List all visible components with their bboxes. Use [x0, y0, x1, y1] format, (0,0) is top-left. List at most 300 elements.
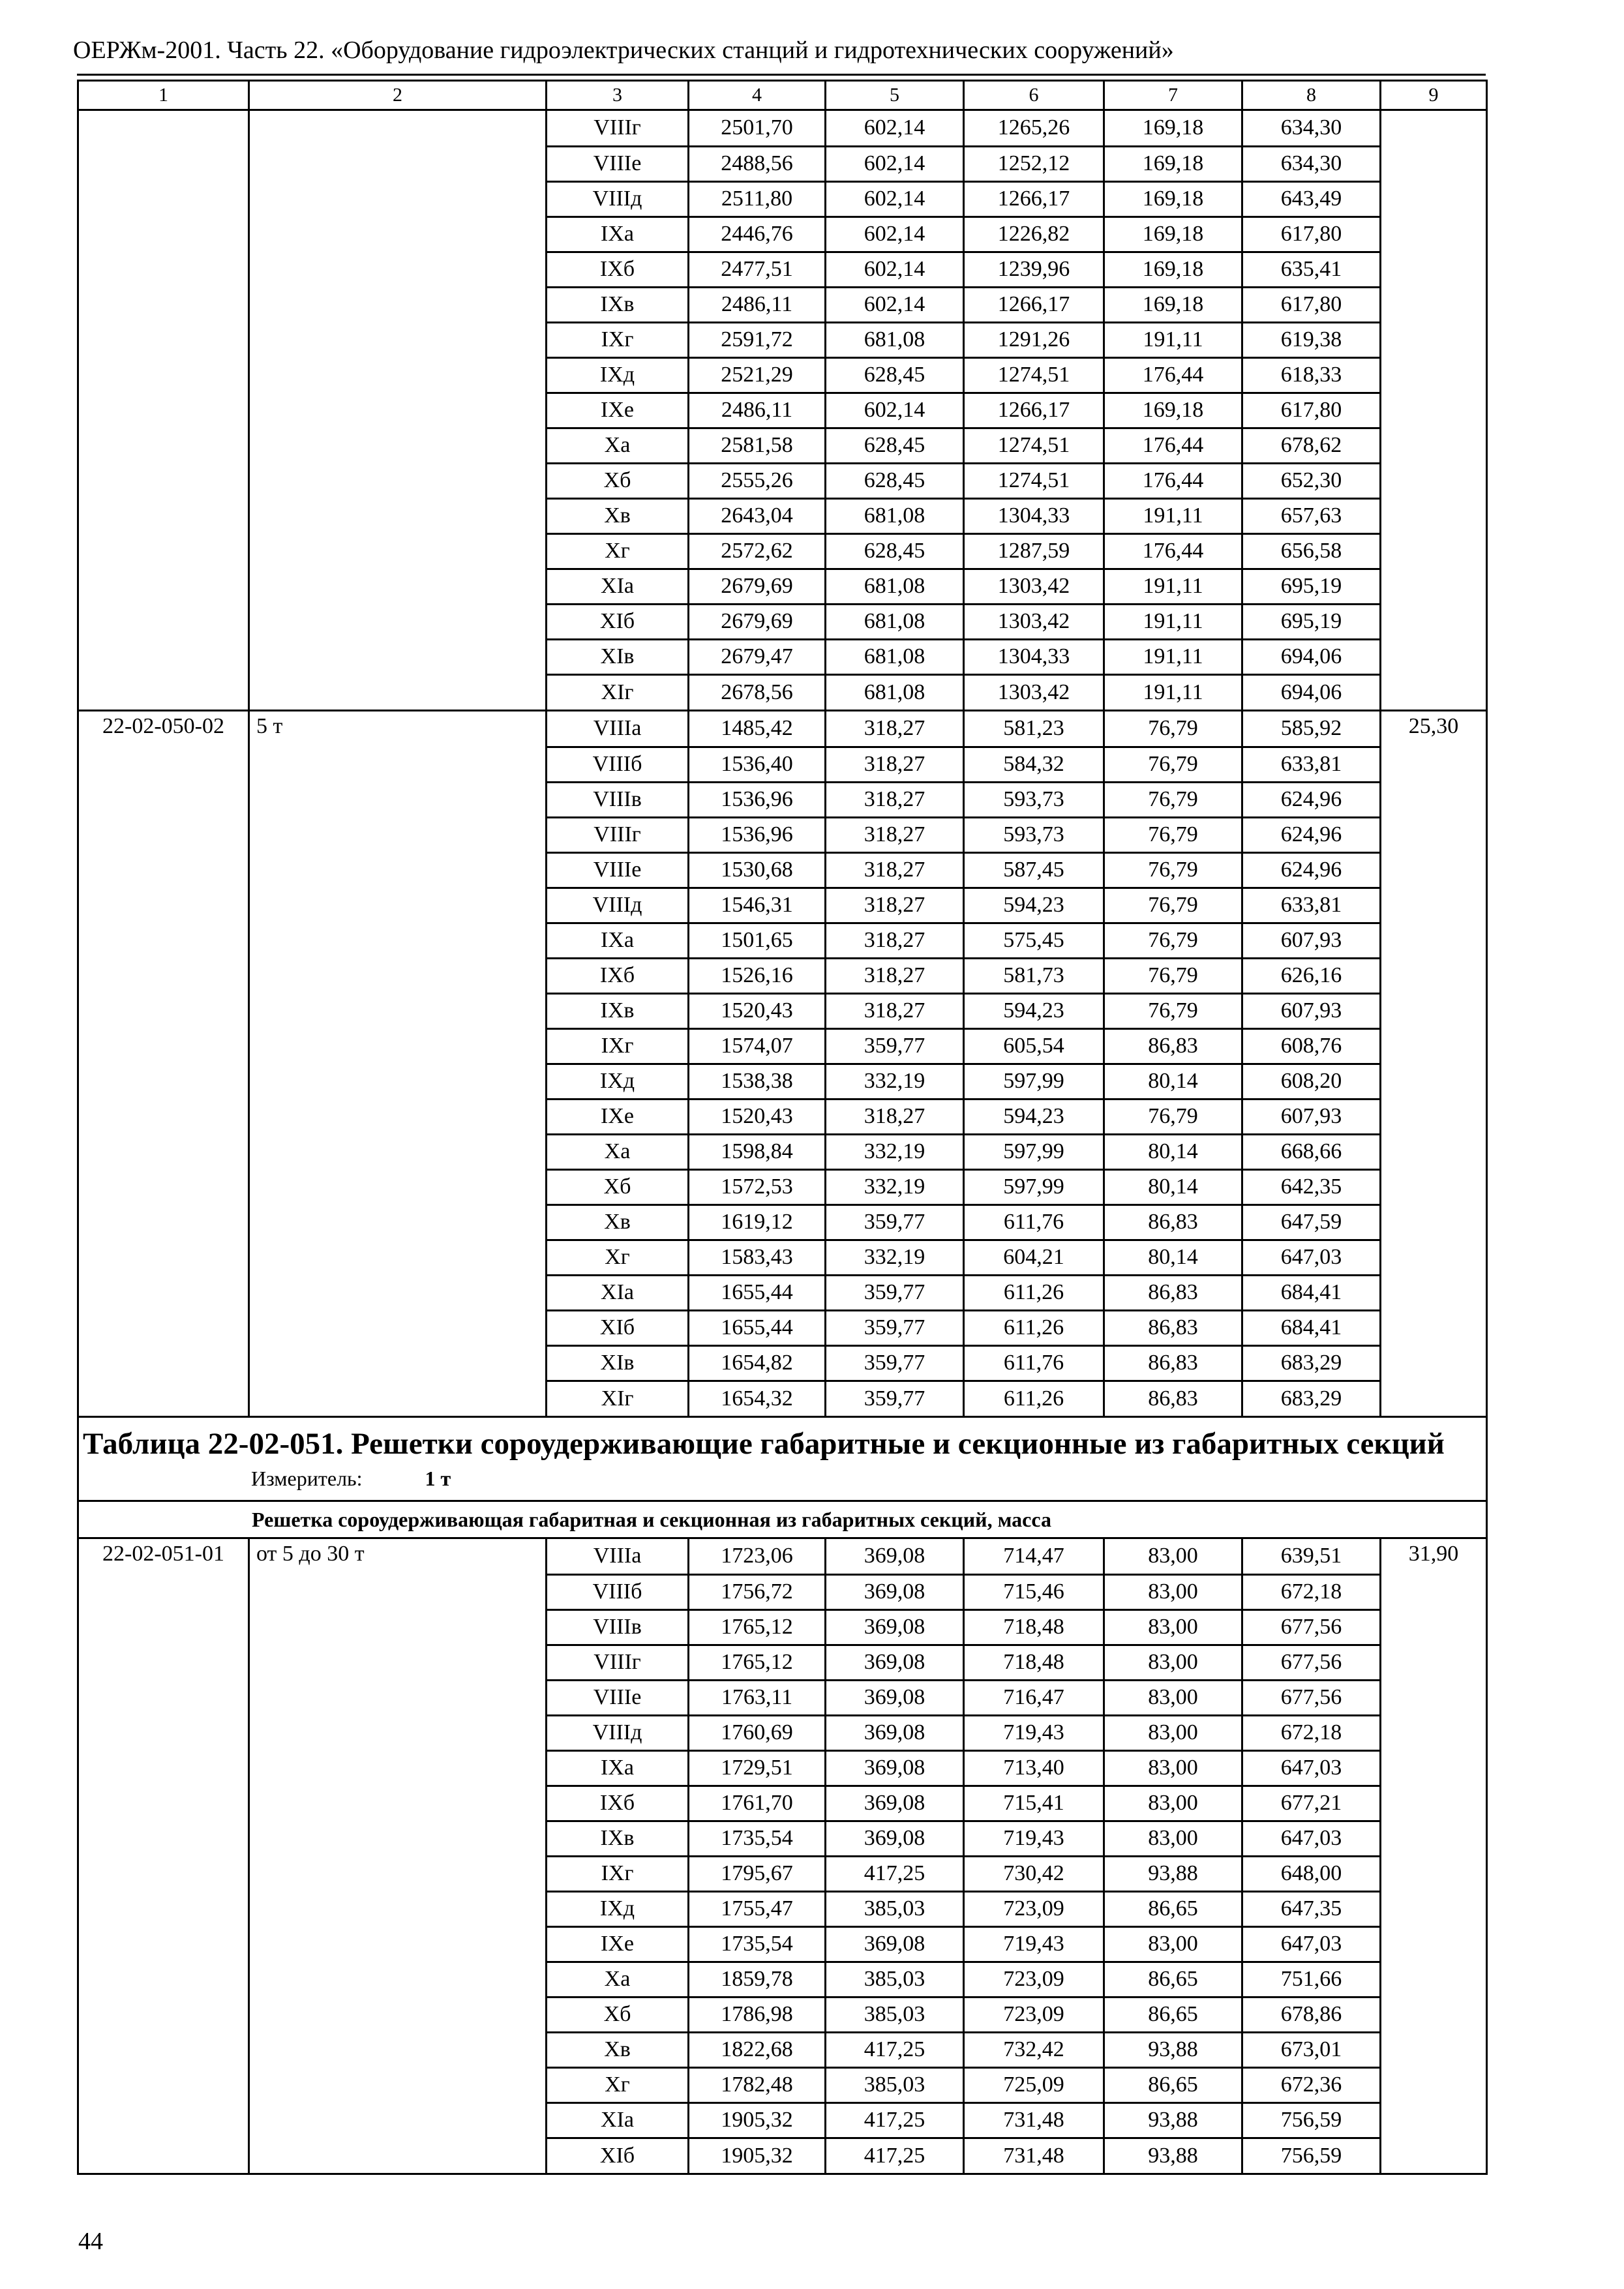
materials-cell: 624,96 [1242, 852, 1381, 888]
wages-cell: 417,25 [826, 1856, 964, 1891]
total-cost-cell: 1583,43 [689, 1240, 826, 1275]
code-cell [78, 958, 249, 993]
zone-cell: VIIIе [547, 146, 689, 181]
zone-cell: Xб [547, 463, 689, 498]
machinery-cell: 593,73 [964, 782, 1104, 817]
driver-wages-cell: 191,11 [1104, 498, 1242, 533]
driver-wages-cell: 76,79 [1104, 923, 1242, 958]
zone-cell: VIIIб [547, 747, 689, 782]
code-cell [78, 2138, 249, 2174]
wages-cell: 359,77 [826, 1275, 964, 1310]
labor-cell [1381, 1204, 1487, 1240]
name-cell [249, 569, 547, 604]
driver-wages-cell: 176,44 [1104, 533, 1242, 569]
materials-cell: 633,81 [1242, 747, 1381, 782]
materials-cell: 617,80 [1242, 287, 1381, 322]
zone-cell: IXб [547, 958, 689, 993]
table-row [78, 1891, 1487, 1926]
labor-cell [1381, 1028, 1487, 1064]
machinery-cell: 1274,51 [964, 357, 1104, 393]
name-cell [249, 1275, 547, 1310]
code-cell [78, 1099, 249, 1134]
machinery-cell: 1266,17 [964, 287, 1104, 322]
code-cell [78, 393, 249, 428]
driver-wages-cell: 169,18 [1104, 252, 1242, 287]
code-cell [78, 181, 249, 217]
code-cell [78, 428, 249, 463]
materials-cell: 672,18 [1242, 1574, 1381, 1609]
table-row [78, 322, 1487, 357]
zone-cell: IXд [547, 1891, 689, 1926]
machinery-cell: 1274,51 [964, 428, 1104, 463]
table-row [78, 463, 1487, 498]
name-cell [249, 2102, 547, 2138]
materials-cell: 683,29 [1242, 1345, 1381, 1381]
name-cell [249, 322, 547, 357]
total-cost-cell: 1619,12 [689, 1204, 826, 1240]
wages-cell: 369,08 [826, 1645, 964, 1680]
code-cell [78, 923, 249, 958]
zone-cell: IXе [547, 1926, 689, 1962]
machinery-cell: 723,09 [964, 1891, 1104, 1926]
zone-cell: VIIIа [547, 1538, 689, 1575]
labor-cell [1381, 1609, 1487, 1645]
driver-wages-cell: 169,18 [1104, 217, 1242, 252]
total-cost-cell: 1760,69 [689, 1715, 826, 1750]
zone-cell: VIIIд [547, 888, 689, 923]
driver-wages-cell: 169,18 [1104, 287, 1242, 322]
table-row [78, 958, 1487, 993]
wages-cell: 369,08 [826, 1926, 964, 1962]
zone-cell: XIа [547, 569, 689, 604]
driver-wages-cell: 83,00 [1104, 1786, 1242, 1821]
wages-cell: 681,08 [826, 498, 964, 533]
driver-wages-cell: 83,00 [1104, 1926, 1242, 1962]
rates-table [77, 80, 1488, 2175]
table-row [78, 923, 1487, 958]
column-number: 9 [1381, 81, 1487, 110]
driver-wages-cell: 76,79 [1104, 958, 1242, 993]
column-number: 5 [826, 81, 964, 110]
machinery-cell: 584,32 [964, 747, 1104, 782]
code-cell [78, 146, 249, 181]
machinery-cell: 715,41 [964, 1786, 1104, 1821]
total-cost-cell: 1735,54 [689, 1821, 826, 1856]
wages-cell: 318,27 [826, 923, 964, 958]
name-cell [249, 1645, 547, 1680]
code-cell [78, 287, 249, 322]
code-cell [78, 463, 249, 498]
driver-wages-cell: 176,44 [1104, 357, 1242, 393]
name-cell [249, 888, 547, 923]
materials-cell: 633,81 [1242, 888, 1381, 923]
labor-cell [1381, 923, 1487, 958]
zone-cell: XIб [547, 604, 689, 639]
code-cell: 22-02-050-02 [78, 711, 249, 747]
zone-cell: Xа [547, 1134, 689, 1169]
zone-cell: XIв [547, 1345, 689, 1381]
wages-cell: 602,14 [826, 393, 964, 428]
zone-cell: IXа [547, 923, 689, 958]
materials-cell: 647,59 [1242, 1204, 1381, 1240]
total-cost-cell: 1735,54 [689, 1926, 826, 1962]
table-row [78, 252, 1487, 287]
machinery-cell: 718,48 [964, 1609, 1104, 1645]
zone-cell: Xа [547, 428, 689, 463]
machinery-cell: 1287,59 [964, 533, 1104, 569]
name-cell [249, 747, 547, 782]
code-cell [78, 357, 249, 393]
total-cost-cell: 1655,44 [689, 1275, 826, 1310]
total-cost-cell: 1765,12 [689, 1645, 826, 1680]
code-cell [78, 1645, 249, 1680]
table-row [78, 2032, 1487, 2067]
table-row [78, 1275, 1487, 1310]
zone-cell: IXв [547, 993, 689, 1028]
machinery-cell: 575,45 [964, 923, 1104, 958]
machinery-cell: 1304,33 [964, 498, 1104, 533]
table-row [78, 1821, 1487, 1856]
total-cost-cell: 2555,26 [689, 463, 826, 498]
driver-wages-cell: 80,14 [1104, 1064, 1242, 1099]
materials-cell: 657,63 [1242, 498, 1381, 533]
name-cell [249, 1680, 547, 1715]
wages-cell: 369,08 [826, 1821, 964, 1856]
driver-wages-cell: 191,11 [1104, 604, 1242, 639]
machinery-cell: 725,09 [964, 2067, 1104, 2102]
name-cell [249, 852, 547, 888]
total-cost-cell: 1574,07 [689, 1028, 826, 1064]
total-cost-cell: 1538,38 [689, 1064, 826, 1099]
driver-wages-cell: 76,79 [1104, 993, 1242, 1028]
wages-cell: 332,19 [826, 1134, 964, 1169]
zone-cell: XIа [547, 1275, 689, 1310]
materials-cell: 673,01 [1242, 2032, 1381, 2067]
machinery-cell: 1274,51 [964, 463, 1104, 498]
materials-cell: 617,80 [1242, 217, 1381, 252]
meter-value: 1 т [425, 1467, 451, 1490]
driver-wages-cell: 76,79 [1104, 852, 1242, 888]
code-cell [78, 1926, 249, 1962]
labor-cell [1381, 1345, 1487, 1381]
labor-cell [1381, 1645, 1487, 1680]
table-title-cell [78, 1417, 1487, 1501]
code-cell [78, 1064, 249, 1099]
total-cost-cell: 1755,47 [689, 1891, 826, 1926]
name-cell [249, 2067, 547, 2102]
wages-cell: 417,25 [826, 2138, 964, 2174]
labor-cell [1381, 252, 1487, 287]
name-cell [249, 463, 547, 498]
table-row [78, 1645, 1487, 1680]
materials-cell: 607,93 [1242, 923, 1381, 958]
total-cost-cell: 1520,43 [689, 993, 826, 1028]
machinery-cell: 716,47 [964, 1680, 1104, 1715]
total-cost-cell: 1536,96 [689, 782, 826, 817]
machinery-cell: 719,43 [964, 1821, 1104, 1856]
materials-cell: 684,41 [1242, 1275, 1381, 1310]
zone-cell: VIIIд [547, 181, 689, 217]
wages-cell: 318,27 [826, 958, 964, 993]
table-row [78, 1028, 1487, 1064]
table-row [78, 1134, 1487, 1169]
table-row [78, 2138, 1487, 2174]
column-number: 8 [1242, 81, 1381, 110]
labor-cell [1381, 1169, 1487, 1204]
code-cell [78, 1310, 249, 1345]
labor-cell [1381, 2067, 1487, 2102]
name-cell [249, 782, 547, 817]
zone-cell: XIг [547, 1381, 689, 1417]
driver-wages-cell: 76,79 [1104, 747, 1242, 782]
zone-cell: IXг [547, 322, 689, 357]
materials-cell: 607,93 [1242, 1099, 1381, 1134]
table-row [78, 1064, 1487, 1099]
wages-cell: 681,08 [826, 322, 964, 357]
driver-wages-cell: 93,88 [1104, 2138, 1242, 2174]
table-row [78, 1609, 1487, 1645]
driver-wages-cell: 83,00 [1104, 1715, 1242, 1750]
total-cost-cell: 1761,70 [689, 1786, 826, 1821]
machinery-cell: 597,99 [964, 1134, 1104, 1169]
driver-wages-cell: 86,83 [1104, 1275, 1242, 1310]
code-cell [78, 1680, 249, 1715]
name-cell [249, 533, 547, 569]
name-cell [249, 1715, 547, 1750]
materials-cell: 585,92 [1242, 711, 1381, 747]
wages-cell: 359,77 [826, 1028, 964, 1064]
driver-wages-cell: 169,18 [1104, 393, 1242, 428]
code-cell [78, 1891, 249, 1926]
driver-wages-cell: 83,00 [1104, 1750, 1242, 1786]
labor-cell [1381, 1750, 1487, 1786]
materials-cell: 677,56 [1242, 1645, 1381, 1680]
wages-cell: 681,08 [826, 639, 964, 674]
labor-cell [1381, 958, 1487, 993]
page-header: ОЕРЖм-2001. Часть 22. «Оборудование гидроэлектрических станций и гидротехнических сооружений» [73, 37, 1174, 64]
code-cell [78, 1169, 249, 1204]
materials-cell: 695,19 [1242, 569, 1381, 604]
column-number: 7 [1104, 81, 1242, 110]
table-row [78, 1997, 1487, 2032]
labor-cell [1381, 1962, 1487, 1997]
section-title-cell [78, 1501, 1487, 1538]
table-row [78, 1310, 1487, 1345]
zone-cell: VIIIг [547, 1645, 689, 1680]
table-row [78, 357, 1487, 393]
name-cell [249, 958, 547, 993]
wages-cell: 628,45 [826, 463, 964, 498]
zone-cell: IXв [547, 1821, 689, 1856]
total-cost-cell: 1501,65 [689, 923, 826, 958]
total-cost-cell: 2581,58 [689, 428, 826, 463]
materials-cell: 634,30 [1242, 110, 1381, 147]
wages-cell: 602,14 [826, 110, 964, 147]
wages-cell: 385,03 [826, 1997, 964, 2032]
table-row [78, 2102, 1487, 2138]
materials-cell: 677,56 [1242, 1680, 1381, 1715]
materials-cell: 639,51 [1242, 1538, 1381, 1575]
code-cell [78, 322, 249, 357]
materials-cell: 619,38 [1242, 322, 1381, 357]
machinery-cell: 611,26 [964, 1381, 1104, 1417]
labor-cell [1381, 2138, 1487, 2174]
labor-cell [1381, 1926, 1487, 1962]
total-cost-cell: 1572,53 [689, 1169, 826, 1204]
driver-wages-cell: 86,83 [1104, 1028, 1242, 1064]
zone-cell: VIIIа [547, 711, 689, 747]
code-cell [78, 2102, 249, 2138]
driver-wages-cell: 93,88 [1104, 1856, 1242, 1891]
machinery-cell: 587,45 [964, 852, 1104, 888]
total-cost-cell: 2477,51 [689, 252, 826, 287]
driver-wages-cell: 76,79 [1104, 1099, 1242, 1134]
code-cell [78, 1134, 249, 1169]
table-row [78, 993, 1487, 1028]
table-row [78, 1345, 1487, 1381]
name-cell [249, 287, 547, 322]
wages-cell: 417,25 [826, 2102, 964, 2138]
table-row [78, 181, 1487, 217]
column-number: 4 [689, 81, 826, 110]
name-cell [249, 1310, 547, 1345]
driver-wages-cell: 83,00 [1104, 1609, 1242, 1645]
table-body [78, 81, 1487, 2174]
labor-cell [1381, 2102, 1487, 2138]
table-row [78, 1786, 1487, 1821]
driver-wages-cell: 191,11 [1104, 569, 1242, 604]
name-cell [249, 1926, 547, 1962]
materials-cell: 694,06 [1242, 674, 1381, 711]
zone-cell: Xг [547, 1240, 689, 1275]
machinery-cell: 594,23 [964, 993, 1104, 1028]
machinery-cell: 593,73 [964, 817, 1104, 852]
zone-cell: VIIIг [547, 110, 689, 147]
code-cell [78, 1962, 249, 1997]
wages-cell: 417,25 [826, 2032, 964, 2067]
wages-cell: 369,08 [826, 1715, 964, 1750]
materials-cell: 672,36 [1242, 2067, 1381, 2102]
labor-cell [1381, 604, 1487, 639]
total-cost-cell: 1546,31 [689, 888, 826, 923]
labor-cell [1381, 287, 1487, 322]
zone-cell: VIIIв [547, 1609, 689, 1645]
name-cell [249, 498, 547, 533]
zone-cell: Xг [547, 533, 689, 569]
wages-cell: 369,08 [826, 1538, 964, 1575]
table-row [78, 498, 1487, 533]
materials-cell: 668,66 [1242, 1134, 1381, 1169]
code-cell [78, 1715, 249, 1750]
name-cell [249, 357, 547, 393]
code-cell [78, 2067, 249, 2102]
zone-cell: XIб [547, 1310, 689, 1345]
zone-cell: VIIIд [547, 1715, 689, 1750]
code-cell [78, 817, 249, 852]
total-cost-cell: 1655,44 [689, 1310, 826, 1345]
table-title-row [78, 1417, 1487, 1501]
column-number: 6 [964, 81, 1104, 110]
labor-cell [1381, 2032, 1487, 2067]
driver-wages-cell: 83,00 [1104, 1821, 1242, 1856]
materials-cell: 678,62 [1242, 428, 1381, 463]
driver-wages-cell: 86,83 [1104, 1310, 1242, 1345]
labor-cell [1381, 1381, 1487, 1417]
materials-cell: 751,66 [1242, 1962, 1381, 1997]
labor-cell [1381, 639, 1487, 674]
wages-cell: 628,45 [826, 357, 964, 393]
name-cell [249, 428, 547, 463]
total-cost-cell: 1765,12 [689, 1609, 826, 1645]
wages-cell: 332,19 [826, 1240, 964, 1275]
header-rule [77, 74, 1486, 76]
materials-cell: 756,59 [1242, 2138, 1381, 2174]
name-cell [249, 1381, 547, 1417]
materials-cell: 652,30 [1242, 463, 1381, 498]
materials-cell: 695,19 [1242, 604, 1381, 639]
driver-wages-cell: 176,44 [1104, 428, 1242, 463]
labor-cell [1381, 533, 1487, 569]
machinery-cell: 730,42 [964, 1856, 1104, 1891]
zone-cell: Xб [547, 1169, 689, 1204]
table-row [78, 533, 1487, 569]
wages-cell: 332,19 [826, 1064, 964, 1099]
section-title-row [78, 1501, 1487, 1538]
total-cost-cell: 2679,69 [689, 569, 826, 604]
code-cell [78, 2032, 249, 2067]
wages-cell: 318,27 [826, 817, 964, 852]
table-row [78, 817, 1487, 852]
table-row [78, 639, 1487, 674]
machinery-cell: 731,48 [964, 2138, 1104, 2174]
name-cell [249, 252, 547, 287]
total-cost-cell: 1859,78 [689, 1962, 826, 1997]
labor-cell [1381, 498, 1487, 533]
name-cell [249, 674, 547, 711]
code-cell [78, 1240, 249, 1275]
driver-wages-cell: 86,65 [1104, 1891, 1242, 1926]
table-row [78, 1538, 1487, 1575]
table-row [78, 146, 1487, 181]
total-cost-cell: 1729,51 [689, 1750, 826, 1786]
name-cell [249, 110, 547, 147]
wages-cell: 385,03 [826, 2067, 964, 2102]
code-cell [78, 1821, 249, 1856]
zone-cell: XIг [547, 674, 689, 711]
wages-cell: 681,08 [826, 604, 964, 639]
zone-cell: Xб [547, 1997, 689, 2032]
code-cell [78, 498, 249, 533]
machinery-cell: 1304,33 [964, 639, 1104, 674]
materials-cell: 607,93 [1242, 993, 1381, 1028]
zone-cell: Xг [547, 2067, 689, 2102]
code-cell [78, 1574, 249, 1609]
driver-wages-cell: 86,83 [1104, 1381, 1242, 1417]
labor-cell [1381, 1240, 1487, 1275]
table-row [78, 747, 1487, 782]
wages-cell: 359,77 [826, 1381, 964, 1417]
name-cell [249, 393, 547, 428]
labor-cell [1381, 674, 1487, 711]
materials-cell: 656,58 [1242, 533, 1381, 569]
labor-cell [1381, 1275, 1487, 1310]
meter-label: Измеритель: [251, 1467, 363, 1490]
table-row [78, 1926, 1487, 1962]
wages-cell: 628,45 [826, 533, 964, 569]
driver-wages-cell: 176,44 [1104, 463, 1242, 498]
materials-cell: 647,03 [1242, 1750, 1381, 1786]
code-cell [78, 852, 249, 888]
